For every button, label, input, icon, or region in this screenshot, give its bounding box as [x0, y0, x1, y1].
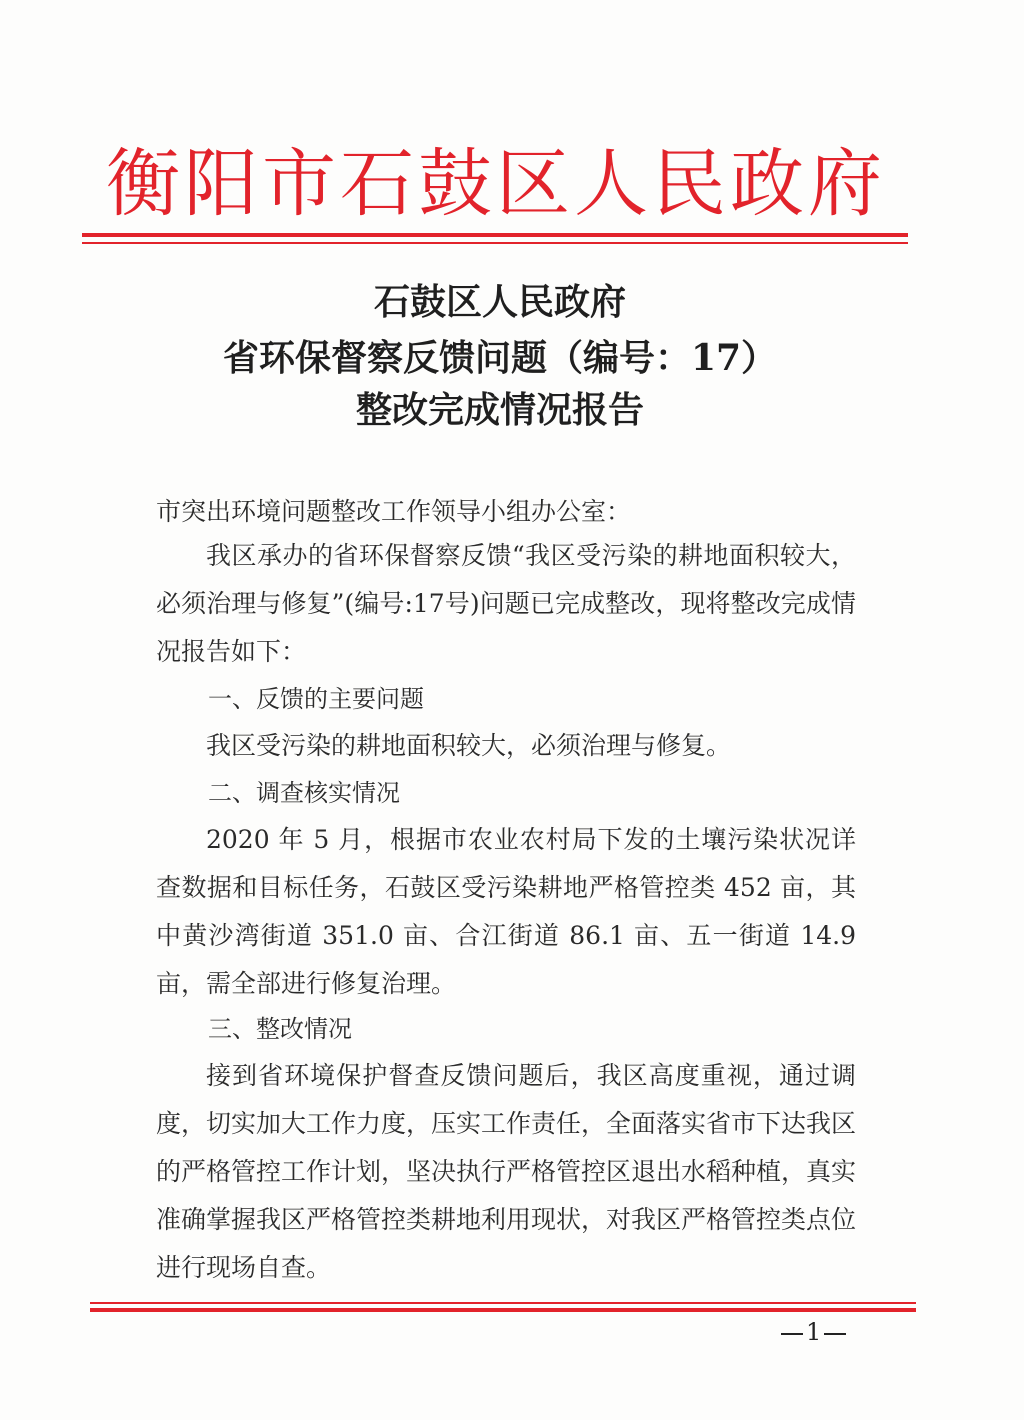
masthead-title: 衡阳市石鼓区人民政府	[106, 141, 886, 227]
header-rule-thick	[82, 233, 908, 237]
page-number-value: 1	[806, 1318, 822, 1346]
document-title-line3: 整改完成情况报告	[355, 389, 644, 431]
intro-paragraph: 我区承办的省环保督察反馈“我区受污染的耕地面积较大，必须治理与修复”(编号:17号)问题已完成整改，现将整改完成情况报告如下：	[156, 541, 856, 666]
document-title-line1: 石鼓区人民政府	[373, 281, 626, 323]
page-number-dash-left	[781, 1333, 803, 1335]
section-text-1: 我区受污染的耕地面积较大，必须治理与修复。	[206, 731, 732, 760]
section-heading-1: 一、反馈的主要问题	[208, 685, 424, 713]
document-title-line2: 省环保督察反馈问题（编号：17）	[222, 337, 778, 379]
section-heading-3: 三、整改情况	[208, 1015, 352, 1043]
footer-rule-thick	[90, 1308, 916, 1312]
page-number	[778, 1318, 849, 1346]
addressee: 市突出环境问题整改工作领导小组办公室：	[156, 497, 632, 526]
header-rule-thin	[82, 242, 908, 244]
footer-rule-thin	[90, 1302, 916, 1304]
section-text-3: 接到省环境保护督查反馈问题后，我区高度重视，通过调度，切实加大工作力度，压实工作责任，全面落实省市下达我区的严格管控工作计划，坚决执行严格管控区退出水稻种植，真实准确掌握我区严格管控类耕地利用现状，对我区严格管控类点位进行现场自查。	[156, 1061, 857, 1282]
section-text-2: 2020 年 5 月，根据市农业农村局下发的土壤污染状况详查数据和目标任务，石鼓区受污染耕地严格管控类 452 亩，其中黄沙湾街道 351.0 亩、合江街道 86.1 亩、五一街道 14.9 亩，需全部进行修复治理。	[156, 825, 856, 998]
page-number-dash-right	[824, 1333, 846, 1335]
section-heading-2: 二、调查核实情况	[208, 779, 400, 807]
